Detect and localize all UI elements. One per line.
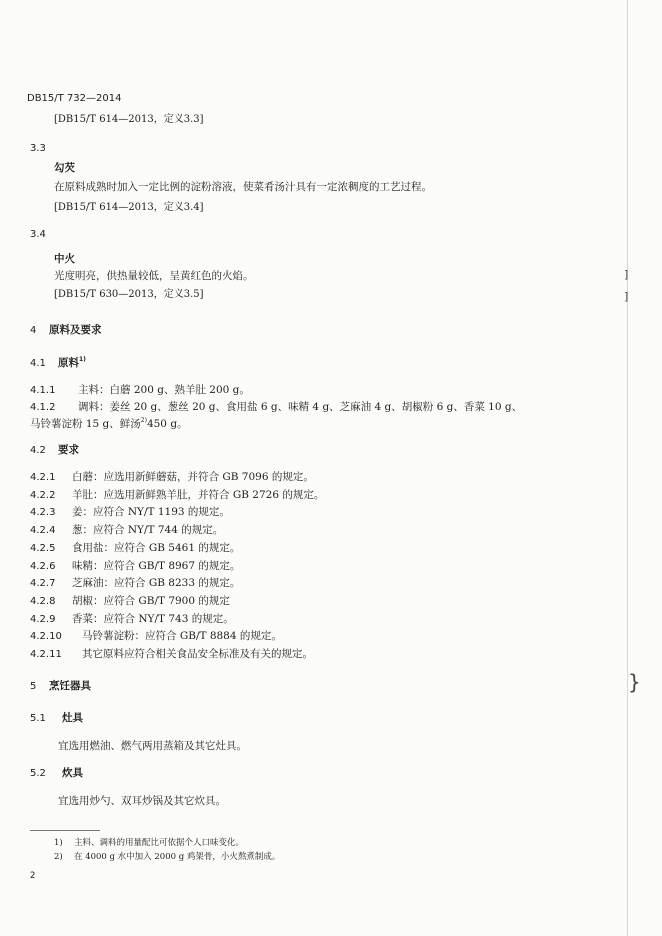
- list-item-text: 调料：姜丝 20 g、葱丝 20 g、食用盐 6 g、味精 4 g、芝麻油 4 g、胡椒粉 6 g、香菜 10 g、: [78, 401, 523, 413]
- list-item-number: 4.1.1: [30, 385, 56, 396]
- scan-bracket-mark: ]: [624, 290, 629, 303]
- clause-title-4-1: 原料$^{1)}$: [58, 356, 86, 369]
- section-title-5: 烹饪器具: [49, 680, 91, 692]
- footnote-ref-2: 2): [140, 417, 147, 424]
- clause-number-4-1: 4.1: [30, 358, 46, 369]
- list-item-text: 羊肚：应选用新鲜熟羊肚，并符合 GB 2726 的规定。: [72, 488, 325, 501]
- scan-edge-line: [627, 0, 628, 936]
- list-item-text: 芝麻油：应符合 GB 8233 的规定。: [72, 577, 241, 590]
- definition-3-4: 光度明亮，供热量较低，呈黄红色的火焰。: [54, 270, 254, 282]
- list-item-number: 4.2.10: [30, 631, 62, 643]
- clause-number-3-4: 3.4: [30, 229, 46, 240]
- list-item-text: 姜：应符合 NY/T 1193 的规定。: [72, 506, 230, 519]
- footnote-separator: [30, 830, 100, 831]
- list-item-number: 4.2.7: [30, 578, 56, 590]
- list-item-number: 4.2.5: [30, 542, 56, 554]
- scan-bracket-mark: }: [628, 670, 641, 694]
- term-3-4: 中火: [54, 253, 75, 265]
- list-item-number: 4.2.8: [30, 595, 56, 607]
- clause-number-5-1: 5.1: [30, 713, 46, 724]
- list-item-text: 香菜：应符合 NY/T 743 的规定。: [72, 612, 234, 625]
- list-item-text: 味精：应符合 GB/T 8967 的规定。: [72, 559, 241, 572]
- clause-text-5-1: 宜选用燃油、燃气两用蒸箱及其它灶具。: [58, 740, 247, 752]
- list-item-text: 葱：应符合 NY/T 744 的规定。: [72, 524, 224, 537]
- list-item-text: 胡椒：应符合 GB/T 7900 的规定: [72, 594, 230, 607]
- clause-number-4-2: 4.2: [30, 445, 46, 456]
- term-3-3: 勾芡: [54, 162, 75, 174]
- list-item-text: 马铃薯淀粉：应符合 GB/T 8884 的规定。: [82, 630, 282, 643]
- doc-code-header: DB15/T 732—2014: [27, 93, 122, 104]
- section-title-4: 原料及要求: [49, 324, 102, 336]
- clause-text-5-2: 宜选用炒勺、双耳炒锅及其它炊具。: [58, 795, 226, 807]
- clause-title-5-1: 灶具: [62, 712, 83, 724]
- footnote-1-text: 主料、调料的用量配比可依据个人口味变化。: [74, 838, 245, 848]
- footnote-ref-1: 1): [79, 356, 86, 363]
- section-number-5: 5: [30, 681, 37, 692]
- list-item-number: 4.2.2: [30, 489, 56, 501]
- definition-3-3: 在原料成熟时加入一定比例的淀粉溶液，使菜肴汤汁具有一定浓稠度的工艺过程。: [54, 181, 432, 193]
- section-number-4: 4: [30, 325, 37, 336]
- list-item-4-1-2-continuation: 马铃薯淀粉 15 g、鲜汤$^{2)}$450 g。: [30, 417, 188, 430]
- footnote-1-mark: 1): [54, 838, 63, 848]
- clause-title-5-2: 炊具: [62, 767, 83, 779]
- clause-number-5-2: 5.2: [30, 768, 46, 779]
- list-item-number: 4.2.4: [30, 525, 56, 537]
- footnote-2-text: 在 4000 g 水中加入 2000 g 鸡架骨，小火熬煮制成。: [74, 852, 281, 862]
- reference-3-4: [DB15/T 630—2013，定义3.5]: [54, 289, 204, 300]
- list-item-number: 4.2.1: [30, 472, 56, 483]
- reference-3-2: [DB15/T 614—2013，定义3.3]: [54, 114, 204, 125]
- clause-title-4-2: 要求: [58, 444, 79, 456]
- list-item-number: 4.2.9: [30, 613, 56, 625]
- footnote-2-mark: 2): [54, 852, 63, 862]
- page-number: 2: [30, 871, 36, 881]
- list-item-number: 4.1.2: [30, 402, 56, 413]
- scan-bracket-mark: ]: [624, 268, 629, 281]
- reference-3-3: [DB15/T 614—2013，定义3.4]: [54, 202, 204, 213]
- clause-number-3-3: 3.3: [30, 143, 46, 154]
- list-item-text: 白蘑：应选用新鲜蘑菇，并符合 GB 7096 的规定。: [72, 471, 314, 483]
- list-item-number: 4.2.11: [30, 649, 62, 660]
- list-item-text: 主料：白蘑 200 g、熟羊肚 200 g。: [78, 384, 250, 396]
- list-item-text: 其它原料应符合相关食品安全标准及有关的规定。: [82, 648, 313, 660]
- list-item-number: 4.2.6: [30, 560, 56, 572]
- list-item-text: 食用盐：应符合 GB 5461 的规定。: [72, 541, 241, 554]
- list-item-number: 4.2.3: [30, 507, 56, 519]
